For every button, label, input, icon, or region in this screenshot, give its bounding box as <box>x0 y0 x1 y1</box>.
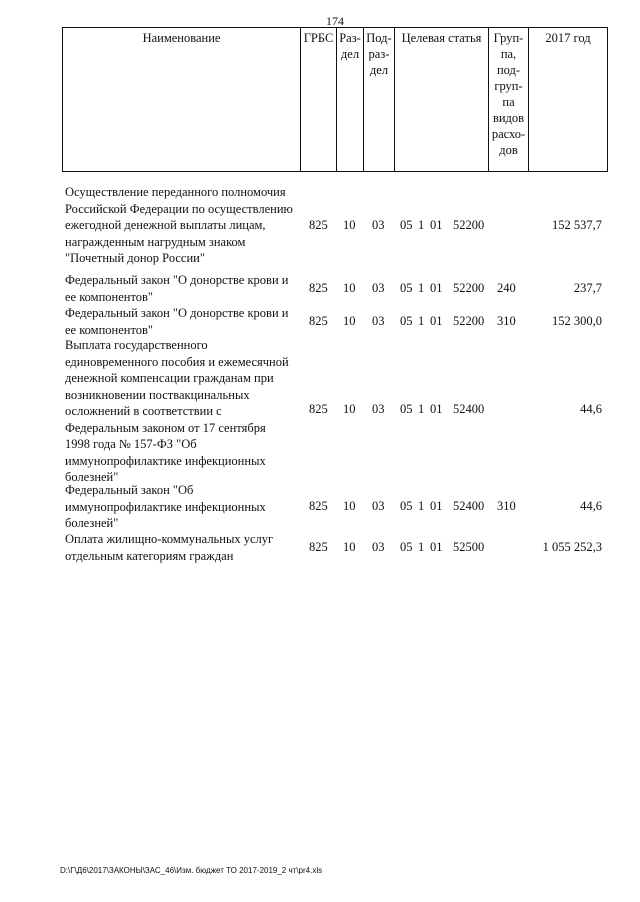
header-target: Целевая статья <box>395 28 489 171</box>
row-razdel: 10 <box>343 281 356 295</box>
row-cs-event: 01 <box>430 314 443 328</box>
row-cs-subprogram: 1 <box>418 402 425 416</box>
row-name: Оплата жилищно-коммунальных услуг отдельным категориям граждан <box>65 532 274 563</box>
header-name: Наименование <box>63 28 301 171</box>
row-cs-subprogram: 1 <box>418 314 425 328</box>
row-cs-direction: 52400 <box>453 499 485 513</box>
row-cs-event: 01 <box>430 281 443 295</box>
row-grbs: 825 <box>309 218 328 232</box>
row-grbs: 825 <box>309 540 328 554</box>
row-podrazdel: 03 <box>372 218 385 232</box>
row-cs-direction: 52200 <box>453 314 485 328</box>
row-cs-event: 01 <box>430 218 443 232</box>
row-podrazdel: 03 <box>372 281 385 295</box>
row-vid: 310 <box>497 314 516 328</box>
row-podrazdel: 03 <box>372 402 385 416</box>
row-grbs: 825 <box>309 281 328 295</box>
row-vid: 240 <box>497 281 516 295</box>
row-amount: 44,6 <box>580 402 602 416</box>
row-podrazdel: 03 <box>372 499 385 513</box>
row-cs-program: 05 <box>400 402 413 416</box>
row-razdel: 10 <box>343 499 356 513</box>
row-grbs: 825 <box>309 499 328 513</box>
row-cs-subprogram: 1 <box>418 281 425 295</box>
row-cs-program: 05 <box>400 499 413 513</box>
row-cs-event: 01 <box>430 540 443 554</box>
row-name: Федеральный закон "О донорстве крови и ее компонентов" <box>65 273 289 304</box>
row-amount: 1 055 252,3 <box>542 540 602 554</box>
row-cs-subprogram: 1 <box>418 540 425 554</box>
row-cs-subprogram: 1 <box>418 218 425 232</box>
page-number: 174 <box>326 14 344 28</box>
row-grbs: 825 <box>309 402 328 416</box>
header-podrazdel: Под- раз- дел <box>364 28 395 171</box>
header-group: Груп- па, под- груп- па видов расхо- дов <box>489 28 529 171</box>
row-amount: 152 537,7 <box>552 218 602 232</box>
row-cs-direction: 52200 <box>453 218 485 232</box>
row-podrazdel: 03 <box>372 314 385 328</box>
row-amount: 152 300,0 <box>552 314 602 328</box>
row-grbs: 825 <box>309 314 328 328</box>
file-path-footer: D:\Г\Д6\2017\ЗАКОНЫ\ЗАС_46\Изм. бюджет ТО 2017-2019_2 чт\pr4.xls <box>60 866 323 875</box>
row-razdel: 10 <box>343 314 356 328</box>
row-cs-event: 01 <box>430 499 443 513</box>
row-cs-direction: 52200 <box>453 281 485 295</box>
row-razdel: 10 <box>343 402 356 416</box>
row-cs-event: 01 <box>430 402 443 416</box>
row-cs-program: 05 <box>400 218 413 232</box>
row-cs-program: 05 <box>400 281 413 295</box>
row-name: Выплата государственного единовременного пособия и ежемесячной денежной компенсации гражданам при возникновении поствакцинальных осложнений в соответствии с Федеральным законом от 17 сентября 1998 года № 157-ФЗ "Об иммунопрофилактике инфекционных болезней" <box>65 338 289 484</box>
row-vid: 310 <box>497 499 516 513</box>
row-amount: 237,7 <box>573 281 602 295</box>
row-name: Федеральный закон "О донорстве крови и ее компонентов" <box>65 306 289 337</box>
row-podrazdel: 03 <box>372 540 385 554</box>
row-cs-program: 05 <box>400 314 413 328</box>
row-cs-program: 05 <box>400 540 413 554</box>
row-razdel: 10 <box>343 540 356 554</box>
row-cs-direction: 52400 <box>453 402 485 416</box>
row-name: Осуществление переданного полномочия Российской Федерации по осуществлению ежегодной денежной выплаты лицам, награжденным нагрудным знаком "Почетный донор России" <box>65 185 293 265</box>
row-cs-subprogram: 1 <box>418 499 425 513</box>
row-cs-direction: 52500 <box>453 540 485 554</box>
header-razdel: Раз- дел <box>337 28 364 171</box>
row-razdel: 10 <box>343 218 356 232</box>
header-year: 2017 год <box>545 31 591 45</box>
table-header <box>62 27 608 172</box>
row-name: Федеральный закон "Об иммунопрофилактике инфекционных болезней" <box>65 483 266 530</box>
row-amount: 44,6 <box>580 499 602 513</box>
header-grbs: ГРБС <box>301 28 337 171</box>
